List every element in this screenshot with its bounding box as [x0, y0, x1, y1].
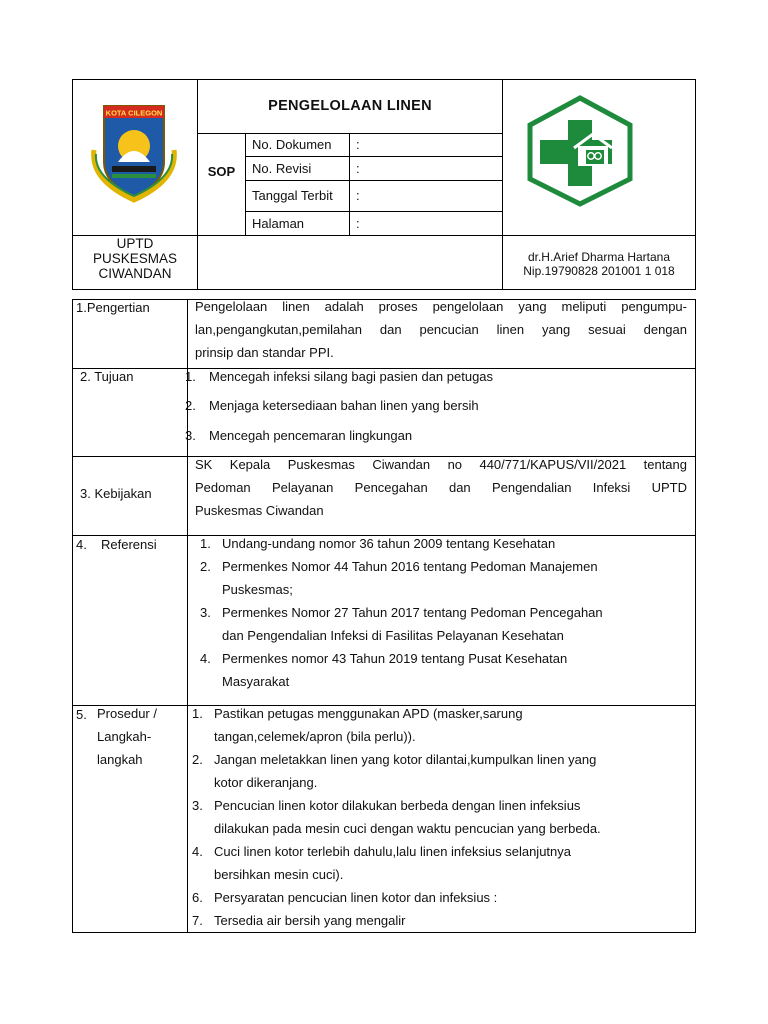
list-item: 1. Pastikan petugas menggunakan APD (masker,sarung tangan,celemek/apron (bila perlu)).: [192, 706, 523, 744]
tujuan-num-2: 2.: [185, 398, 196, 413]
field-value-no-revisi: :: [356, 161, 360, 176]
page-title: PENGELOLAAN LINEN: [268, 98, 432, 114]
section-label-prosedur: Prosedur / Langkah- langkah: [97, 706, 157, 767]
prosedur-list: [192, 702, 690, 932]
list-item: 2. Jangan meletakkan linen yang kotor dilantai,kumpulkan linen yang kotor dikeranjang.: [192, 752, 597, 790]
section-label-tujuan: 2. Tujuan: [80, 369, 134, 384]
kebijakan-text: SK Kepala Puskesmas Ciwandan no 440/771/KAPUS/VII/2021 tentang Pedoman Pelayanan Pencegahan dan Pengendalian Infeksi UPTD Puskesmas Ciwandan: [195, 457, 687, 518]
tujuan-num-1: 1.: [185, 369, 196, 384]
list-item: 3. Pencucian linen kotor dilakukan berbeda dengan linen infeksius dilakukan pada mesin cuci dengan waktu pencucian yang berbeda.: [192, 798, 601, 836]
section-label-prosedur-num: 5.: [76, 707, 87, 722]
field-value-no-dokumen: :: [356, 137, 360, 152]
field-label-no-dokumen: No. Dokumen: [252, 137, 332, 152]
field-value-tanggal-terbit: :: [356, 188, 360, 203]
org-line-ciwandan: CIWANDAN: [98, 266, 172, 281]
list-item: 4. Permenkes nomor 43 Tahun 2019 tentang Pusat Kesehatan Masyarakat: [200, 651, 568, 689]
section-label-referensi: Referensi: [101, 537, 157, 552]
section-label-pengertian: 1.Pengertian: [76, 300, 150, 315]
puskesmas-logo: [524, 94, 636, 208]
tujuan-num-3: 3.: [185, 428, 196, 443]
field-label-tanggal-terbit: Tanggal Terbit: [252, 188, 333, 203]
list-item: 6. Persyaratan pencucian linen kotor dan infeksius :: [192, 890, 498, 905]
svg-text:KOTA CILEGON: KOTA CILEGON: [105, 108, 163, 118]
sop-label: SOP: [207, 164, 236, 179]
list-item: 4. Cuci linen kotor terlebih dahulu,lalu linen infeksius selanjutnya bersihkan mesin cuci).: [192, 844, 571, 882]
list-item: 7. Tersedia air bersih yang mengalir: [192, 913, 406, 928]
list-item: 3. Permenkes Nomor 27 Tahun 2017 tentang Pedoman Pencegahan dan Pengendalian Infeksi di Fasilitas Pelayanan Kesehatan: [200, 605, 603, 643]
tujuan-item-1: Mencegah infeksi silang bagi pasien dan petugas: [209, 369, 494, 384]
pengertian-text: Pengelolaan linen adalah proses pengelolaan yang meliputi pengumpu- lan,pengangkutan,pemilahan dan pencucian linen yang sesuai dengan prinsip dan standar PPI.: [195, 299, 687, 360]
signer-nip: Nip.19790828 201001 1 018: [523, 264, 675, 278]
field-label-no-revisi: No. Revisi: [252, 161, 312, 176]
tujuan-item-2: Menjaga ketersediaan bahan linen yang bersih: [209, 398, 479, 413]
signer-name: dr.H.Arief Dharma Hartana: [527, 250, 671, 264]
org-line-uptd: UPTD: [116, 236, 154, 251]
section-label-referensi-num: 4.: [76, 537, 87, 552]
kota-cilegon-logo: [88, 100, 180, 204]
section-label-kebijakan: 3. Kebijakan: [80, 486, 152, 501]
referensi-list: [200, 532, 690, 693]
list-item: 1. Undang-undang nomor 36 tahun 2009 tentang Kesehatan: [200, 536, 556, 551]
tujuan-item-3: Mencegah pencemaran lingkungan: [209, 428, 413, 443]
list-item: 2. Permenkes Nomor 44 Tahun 2016 tentang Pedoman Manajemen Puskesmas;: [200, 559, 598, 597]
field-value-halaman: :: [356, 216, 360, 231]
org-line-puskesmas: PUSKESMAS: [92, 251, 178, 266]
field-label-halaman: Halaman: [252, 216, 305, 231]
